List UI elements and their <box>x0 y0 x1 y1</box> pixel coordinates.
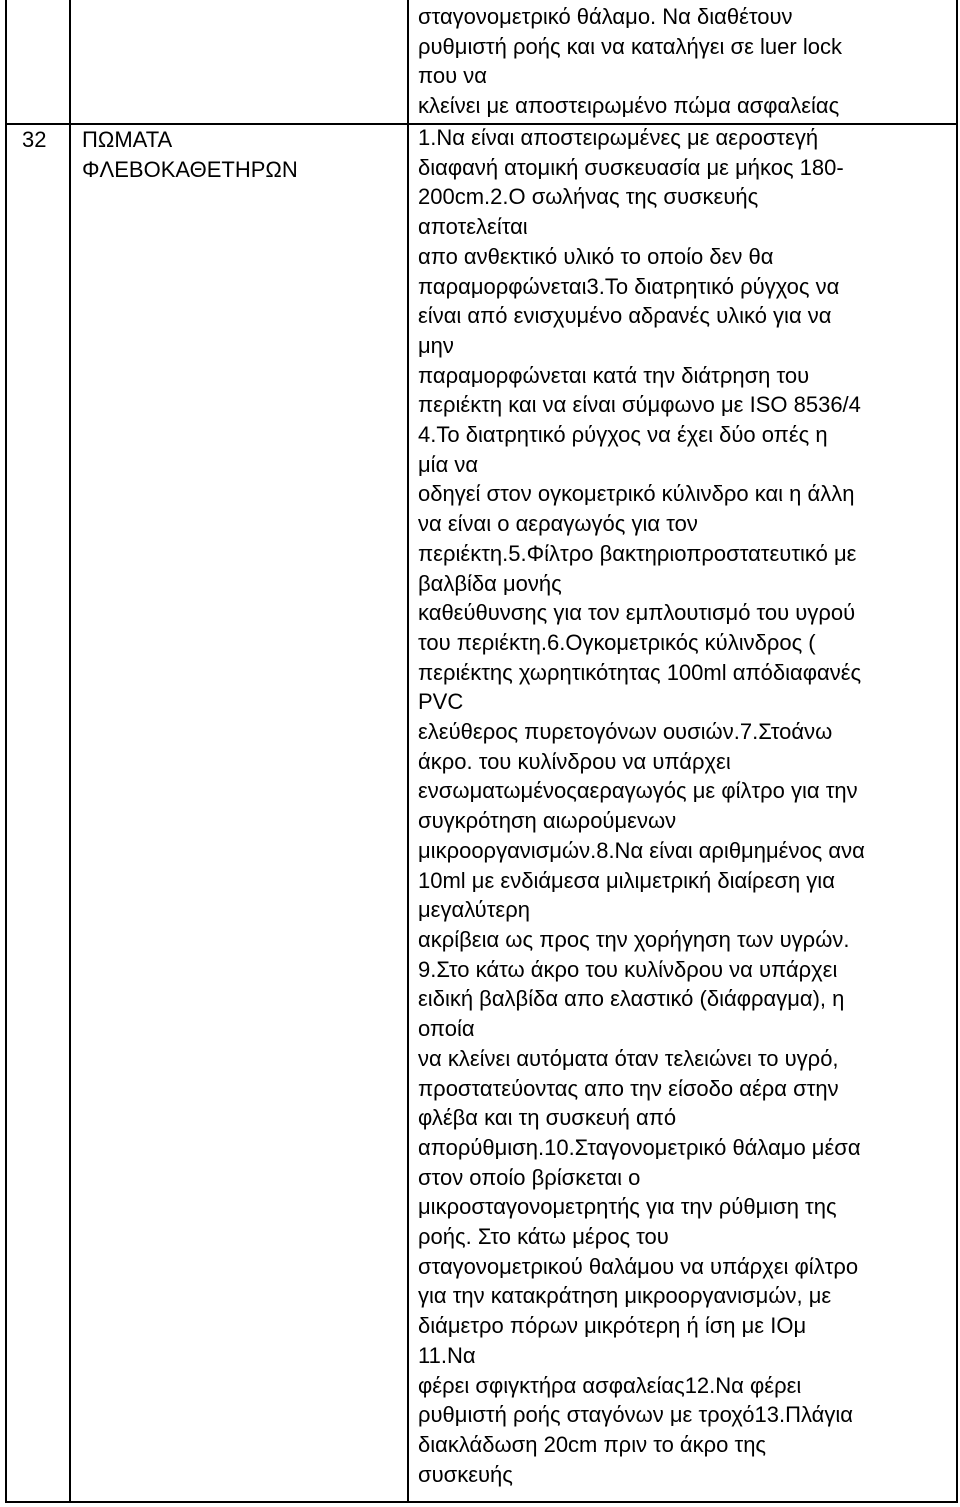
description-line: PVC <box>418 689 464 715</box>
description-line: καθεύθυνσης για τον εμπλουτισμό του υγρού <box>418 600 856 626</box>
description-line: συσκευής <box>418 1461 513 1487</box>
description-line: 11.Να <box>418 1342 476 1368</box>
item-description <box>409 123 956 1489</box>
description-line: βαλβίδα μονής <box>418 570 562 596</box>
description-line: απο ανθεκτικό υλικό το οποίο δεν θα <box>418 243 774 269</box>
description-line: ελεύθερος πυρετογόνων ουσιών.7.Στοάνω <box>418 719 833 745</box>
description-line: να είναι ο αεραγωγός για τον <box>418 511 698 537</box>
description-line: σταγονομετρικό θάλαμο. Να διαθέτουν <box>418 4 793 29</box>
table-row-32 <box>6 124 957 1502</box>
description-line: περιέκτη.5.Φίλτρο βακτηριοπροστατευτικό με <box>418 540 857 566</box>
description-line: να κλείνει αυτόματα όταν τελειώνει το υγρό, <box>418 1045 839 1071</box>
description-line: σταγονομετρικού θαλάμου να υπάρχει φίλτρο <box>418 1253 859 1279</box>
description-line: 9.Στο κάτω άκρο του κυλίνδρου να υπάρχει <box>418 956 838 982</box>
description-line: περιέκτης χωρητικότητας 100ml απόδιαφανές <box>418 659 862 685</box>
item-name-line: ΦΛΕΒΟΚΑΘΕΤΗΡΩΝ <box>82 157 298 182</box>
specification-table <box>5 0 958 1503</box>
description-line: 1.Να είναι αποστειρωμένες με αεροστεγή <box>418 125 819 150</box>
item-name-line: ΠΩΜΑΤΑ <box>82 127 173 152</box>
previous-description <box>409 0 956 121</box>
description-line: που να <box>418 63 487 89</box>
description-line: ρυθμιστή ροής σταγόνων με τροχό13.Πλάγια <box>418 1402 853 1428</box>
description-line: μεγαλύτερη <box>418 897 530 923</box>
description-line: φλέβα και τη συσκευή από <box>418 1105 677 1131</box>
description-line: απορύθμιση.10.Σταγονομετρικό θάλαμο μέσα <box>418 1134 861 1160</box>
description-line: περιέκτη και να είναι σύμφωνο με ISO 8536/4 <box>418 392 861 418</box>
table-row-previous <box>6 0 957 124</box>
description-line: 4.Το διατρητικό ρύγχος να έχει δύο οπές η <box>418 422 828 448</box>
description-line: ενσωματωμένοςαεραγωγός με φίλτρο για την <box>418 778 858 804</box>
description-line: άκρο. του κυλίνδρου να υπάρχει <box>418 748 731 774</box>
description-line: μία να <box>418 451 479 477</box>
previous-name-cell <box>70 0 408 124</box>
description-line: διάμετρο πόρων μικρότερη ή ίση με ΙΟμ <box>418 1313 807 1339</box>
description-line: ειδική βαλβίδα απο ελαστικό (διάφραγμα), η <box>418 986 845 1012</box>
description-line: παραμορφώνεται κατά την διάτρηση του <box>418 362 810 388</box>
previous-description-cell <box>408 0 957 124</box>
description-line: οδηγεί στον ογκομετρικό κύλινδρο και η άλλη <box>418 481 855 507</box>
description-line: μην <box>418 332 454 358</box>
previous-number-cell <box>6 0 70 124</box>
description-line: μικροσταγονομετρητής για την ρύθμιση της <box>418 1194 837 1220</box>
description-line: διακλάδωση 20cm πριν το άκρο της <box>418 1431 767 1457</box>
description-line: στον οποίο βρίσκεται ο <box>418 1164 641 1190</box>
item-number-cell <box>6 124 70 1502</box>
description-line: διαφανή ατομική συσκευασία με μήκος 180- <box>418 154 844 180</box>
description-line: φέρει σφιγκτήρα ασφαλείας12.Να φέρει <box>418 1372 802 1398</box>
description-line: του περιέκτη.6.Ογκομετρικός κύλινδρος ( <box>418 629 816 655</box>
item-description-cell <box>408 124 957 1502</box>
description-line: για την κατακράτηση μικροοργανισμών, με <box>418 1283 832 1309</box>
item-name-cell <box>70 124 408 1502</box>
description-line: κλείνει με αποστειρωμένο πώμα ασφαλείας <box>418 93 840 119</box>
description-line: αποτελείται <box>418 214 528 240</box>
description-line: είναι από ενισχυμένο αδρανές υλικό για να <box>418 303 832 329</box>
description-line: προστατεύοντας απο την είσοδο αέρα στην <box>418 1075 839 1101</box>
description-line: ροής. Στο κάτω μέρος του <box>418 1224 669 1250</box>
item-name <box>71 125 407 185</box>
description-line: οποία <box>418 1016 475 1042</box>
description-line: ακρίβεια ως προς την χορήγηση των υγρών. <box>418 926 850 952</box>
description-line: 10ml με ενδιάμεσα μιλιμετρική διαίρεση για <box>418 867 835 893</box>
description-line: συγκρότηση αιωρούμενων <box>418 808 677 834</box>
description-line: 200cm.2.Ο σωλήνας της συσκευής <box>418 184 759 210</box>
description-line: ρυθμιστή ροής και να καταλήγει σε luer lock <box>418 33 842 59</box>
description-line: παραμορφώνεται3.Το διατρητικό ρύγχος να <box>418 273 840 299</box>
item-number: 32 <box>22 127 47 152</box>
description-line: μικροοργανισμών.8.Να είναι αριθμημένος ανα <box>418 837 865 863</box>
